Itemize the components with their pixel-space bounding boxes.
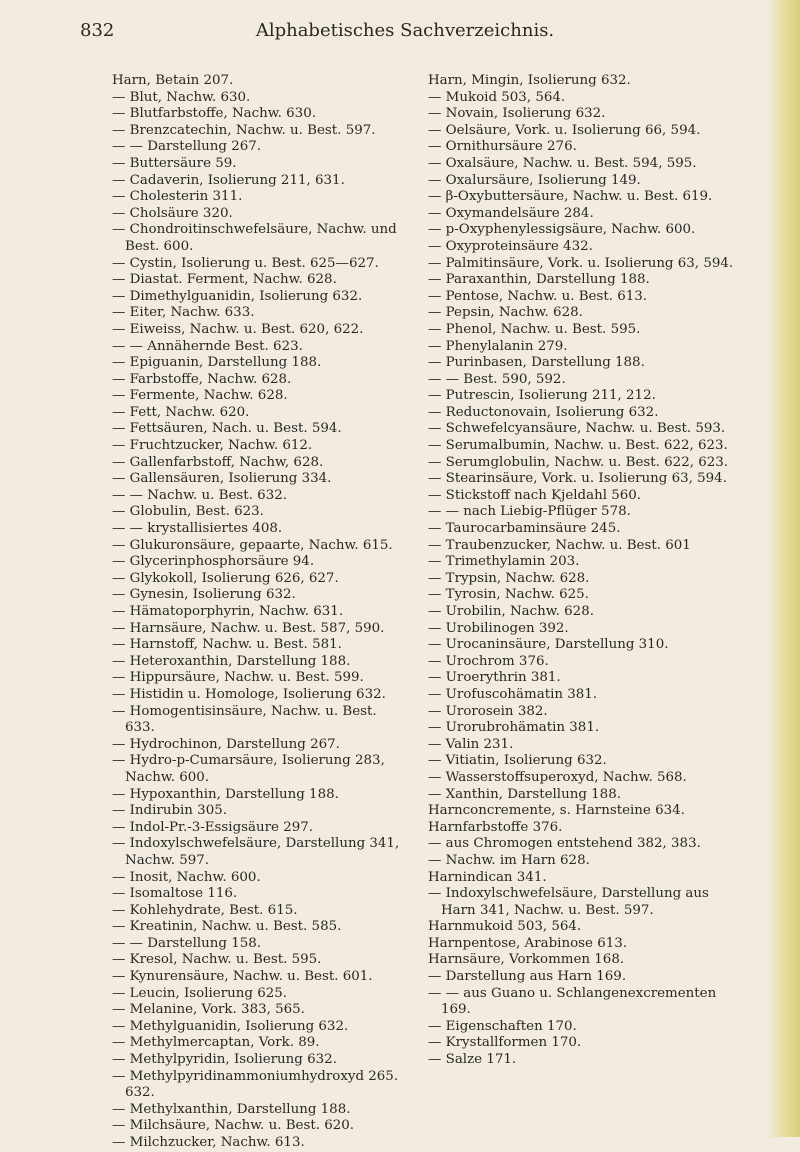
index-entry: — Isomaltose 116. — [112, 886, 238, 902]
index-entry: — Phenylalanin 279. — [428, 338, 568, 354]
index-entry: — Buttersäure 59. — [112, 155, 237, 171]
index-entry: — Blutfarbstoffe, Nachw. 630. — [112, 106, 316, 122]
index-entry: — Taurocarbaminsäure 245. — [428, 521, 621, 537]
index-entry: — aus Chromogen entstehend 382, 383. — [428, 836, 701, 852]
index-entry: — — Nachw. u. Best. 632. — [112, 487, 287, 503]
index-entry: — Brenzcatechin, Nachw. u. Best. 597. — [112, 122, 376, 138]
index-entry: — Urorosein 382. — [428, 703, 548, 719]
index-entry: — Inosit, Nachw. 600. — [112, 869, 261, 885]
index-entry: — Urocaninsäure, Darstellung 310. — [428, 637, 669, 653]
index-entry: — Eiweiss, Nachw. u. Best. 620, 622. — [112, 321, 364, 337]
index-entry: — Stickstoff nach Kjeldahl 560. — [428, 487, 642, 503]
index-entry: — Tyrosin, Nachw. 625. — [428, 587, 589, 603]
index-entry: — Paraxanthin, Darstellung 188. — [428, 272, 650, 288]
index-entry: — Indoxylschwefelsäure, Darstellung 341, Nachw. 597. — [112, 836, 400, 868]
index-entry: — Pepsin, Nachw. 628. — [428, 305, 583, 321]
index-entry: — Pentose, Nachw. u. Best. 613. — [428, 288, 648, 304]
index-entry: — Dimethylguanidin, Isolierung 632. — [112, 288, 363, 304]
index-entry: — Milchzucker, Nachw. 613. — [112, 1135, 305, 1150]
index-entry: — Oelsäure, Vork. u. Isolierung 66, 594. — [428, 122, 701, 138]
index-entry: — Kreatinin, Nachw. u. Best. 585. — [112, 919, 342, 935]
index-entry: — Methylpyridin, Isolierung 632. — [112, 1052, 337, 1068]
index-entry: — Novain, Isolierung 632. — [428, 106, 606, 122]
index-entry: — Heteroxanthin, Darstellung 188. — [112, 653, 351, 669]
index-entry: — Histidin u. Homologe, Isolierung 632. — [112, 686, 386, 702]
index-entry: Harnpentose, Arabinose 613. — [428, 935, 628, 951]
index-entry: — Palmitinsäure, Vork. u. Isolierung 63, 594. — [428, 255, 734, 271]
index-entry: — Mukoid 503, 564. — [428, 89, 566, 105]
index-entry: — Homogentisinsäure, Nachw. u. Best. 633. — [112, 703, 377, 736]
index-entry: Harnconcremente, s. Harnsteine 634. — [428, 803, 685, 819]
index-entry: — — Darstellung 267. — [112, 139, 262, 155]
index-entry: — Purinbasen, Darstellung 188. — [428, 355, 645, 371]
index-entry: — Krystallformen 170. — [428, 1035, 582, 1051]
index-entry: — Methylmercaptan, Vork. 89. — [112, 1035, 320, 1051]
index-entry: — Nachw. im Harn 628. — [428, 852, 590, 868]
index-entry: — Trimethylamin 203. — [428, 554, 580, 570]
index-entry: — Eiter, Nachw. 633. — [112, 305, 255, 321]
index-entry: — Hypoxanthin, Darstellung 188. — [112, 786, 339, 802]
page-number: 832 — [80, 20, 115, 41]
index-entry: — Oxyproteinsäure 432. — [428, 238, 593, 254]
index-entry: — Kohlehydrate, Best. 615. — [112, 902, 298, 918]
index-entry: — Gynesin, Isolierung 632. — [112, 587, 296, 603]
index-entry: — Kresol, Nachw. u. Best. 595. — [112, 952, 322, 968]
index-entry: — Oxalursäure, Isolierung 149. — [428, 172, 641, 188]
index-entry: — Blut, Nachw. 630. — [112, 89, 251, 105]
index-entry: Harn, Mingin, Isolierung 632. — [428, 73, 631, 88]
page-header — [80, 20, 730, 50]
index-entry: — Urofuscohämatin 381. — [428, 686, 598, 702]
index-entry: — Serumglobulin, Nachw. u. Best. 622, 623. — [428, 454, 729, 470]
index-entry: — Stearinsäure, Vork. u. Isolierung 63, 594. — [428, 471, 727, 487]
running-title: Alphabetisches Sachverzeichnis. — [255, 20, 555, 41]
index-entry: — Methylguanidin, Isolierung 632. — [112, 1018, 349, 1034]
index-entry: — Cholsäure 320. — [112, 205, 233, 221]
index-entry: — Phenol, Nachw. u. Best. 595. — [428, 321, 641, 337]
index-entry: — Hydro-p-Cumarsäure, Isolierung 283, Nachw. 600. — [112, 753, 385, 785]
index-entry: — Fett, Nachw. 620. — [112, 404, 250, 420]
index-entry: — Milchsäure, Nachw. u. Best. 620. — [112, 1118, 355, 1134]
index-entry: — — Best. 590, 592. — [428, 371, 566, 387]
page-edge-shading — [766, 0, 800, 1137]
index-entry: — Cadaverin, Isolierung 211, 631. — [112, 172, 345, 188]
index-entry: — Reductonovain, Isolierung 632. — [428, 404, 659, 420]
index-entry: — Indol-Pr.-3-Essigsäure 297. — [112, 819, 314, 835]
index-entry: — Epiguanin, Darstellung 188. — [112, 355, 322, 371]
index-entry: Harn, Betain 207. — [112, 73, 234, 88]
index-entry: — Harnsäure, Nachw. u. Best. 587, 590. — [112, 620, 385, 636]
index-entry: — Hydrochinon, Darstellung 267. — [112, 736, 340, 752]
index-entry: — p-Oxyphenylessigsäure, Nachw. 600. — [428, 222, 696, 238]
index-entry: — Melanine, Vork. 383, 565. — [112, 1002, 305, 1018]
index-entry: — Indoxylschwefelsäure, Darstellung aus Harn 341, Nachw. u. Best. 597. — [428, 886, 709, 918]
index-entry: — Fruchtzucker, Nachw. 612. — [112, 438, 313, 454]
index-entry: — Kynurensäure, Nachw. u. Best. 601. — [112, 969, 373, 985]
index-entry: — Chondroitinschwefelsäure, Nachw. und Best. 600. — [112, 222, 397, 254]
index-entry: — Glycerinphosphorsäure 94. — [112, 554, 315, 570]
index-entry: — Salze 171. — [428, 1052, 517, 1068]
index-entry: — — Annähernde Best. 623. — [112, 338, 303, 354]
index-entry: — Xanthin, Darstellung 188. — [428, 786, 621, 802]
index-entry: — Methylxanthin, Darstellung 188. — [112, 1101, 351, 1117]
index-entry: — Indirubin 305. — [112, 803, 227, 819]
index-entry: — Darstellung aus Harn 169. — [428, 969, 627, 985]
index-entry: — Globulin, Best. 623. — [112, 504, 264, 520]
index-entry: — Urobilin, Nachw. 628. — [428, 604, 594, 619]
index-entry: — Oxymandelsäure 284. — [428, 205, 594, 221]
index-entry: — Leucin, Isolierung 625. — [112, 985, 288, 1001]
index-entry: — — nach Liebig-Pflüger 578. — [428, 504, 631, 520]
index-entry: — Valin 231. — [428, 736, 514, 752]
index-entry: — Glukuronsäure, gepaarte, Nachw. 615. — [112, 537, 393, 553]
index-entry: — Hippursäure, Nachw. u. Best. 599. — [112, 670, 364, 686]
index-entry: — Diastat. Ferment, Nachw. 628. — [112, 272, 337, 288]
index-entry: — Cholesterin 311. — [112, 189, 243, 205]
index-entry: — Uroerythrin 381. — [428, 670, 561, 686]
index-entry: — Schwefelcyansäure, Nachw. u. Best. 593. — [428, 421, 726, 437]
index-entry: — Hämatoporphyrin, Nachw. 631. — [112, 604, 344, 619]
index-entry: — β-Oxybuttersäure, Nachw. u. Best. 619. — [428, 189, 713, 205]
index-entry: — Fettsäuren, Nach. u. Best. 594. — [112, 421, 342, 437]
index-entry: Harnsäure, Vorkommen 168. — [428, 952, 625, 968]
index-entry: — — aus Guano u. Schlangenexcrementen 169. — [428, 985, 717, 1018]
index-column-left — [112, 73, 404, 1152]
index-entry: — Eigenschaften 170. — [428, 1018, 577, 1034]
index-entry: — Urobilinogen 392. — [428, 620, 569, 636]
index-entry: — Methylpyridinammoniumhydroxyd 265. 632. — [112, 1068, 399, 1101]
index-entry: — Harnstoff, Nachw. u. Best. 581. — [112, 637, 342, 653]
index-entry: — Farbstoffe, Nachw. 628. — [112, 371, 292, 387]
index-entry: — Urochrom 376. — [428, 653, 549, 669]
index-entry: — — Darstellung 158. — [112, 935, 262, 951]
index-entry: — Oxalsäure, Nachw. u. Best. 594, 595. — [428, 155, 697, 171]
index-entry: Harnindican 341. — [428, 869, 547, 885]
index-entry: — Putrescin, Isolierung 211, 212. — [428, 388, 656, 404]
index-entry: — Glykokoll, Isolierung 626, 627. — [112, 570, 339, 586]
index-entry: — Wasserstoffsuperoxyd, Nachw. 568. — [428, 769, 687, 785]
index-entry: — Ornithursäure 276. — [428, 139, 577, 155]
index-entry: Harnfarbstoffe 376. — [428, 819, 563, 835]
index-entry: — Vitiatin, Isolierung 632. — [428, 753, 607, 769]
index-entry: — Urorubrohämatin 381. — [428, 720, 600, 736]
index-entry: — Gallensäuren, Isolierung 334. — [112, 471, 332, 487]
index-entry: Harnmukoid 503, 564. — [428, 919, 582, 935]
index-entry: — — krystallisiertes 408. — [112, 521, 283, 537]
index-entry: — Cystin, Isolierung u. Best. 625—627. — [112, 255, 379, 271]
index-entry: — Trypsin, Nachw. 628. — [428, 570, 590, 586]
index-entry: — Fermente, Nachw. 628. — [112, 388, 288, 404]
index-entry: — Serumalbumin, Nachw. u. Best. 622, 623. — [428, 438, 728, 454]
index-entry: — Gallenfarbstoff, Nachw, 628. — [112, 454, 324, 470]
index-entry: — Traubenzucker, Nachw. u. Best. 601 — [428, 537, 691, 553]
index-column-right — [428, 73, 738, 1069]
